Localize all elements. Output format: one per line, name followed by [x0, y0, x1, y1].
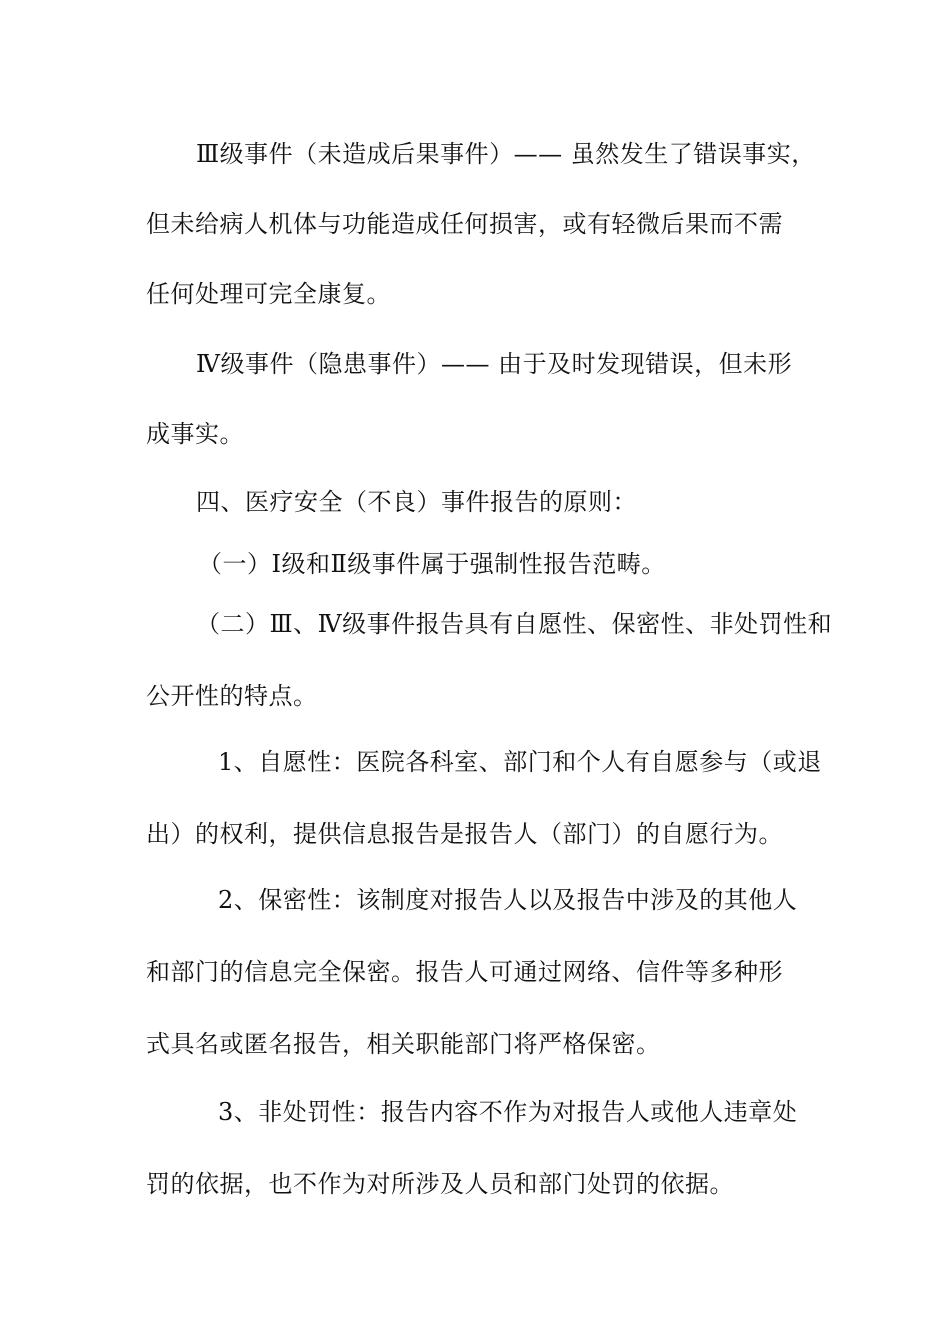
principle-item-1: （一）Ⅰ级和Ⅱ级事件属于强制性报告范畴。 — [198, 550, 666, 578]
confidential-line3: 式具名或匿名报告，相关职能部门将严格保密。 — [146, 1030, 661, 1058]
voluntary-line2: 出）的权利，提供信息报告是报告人（部门）的自愿行为。 — [146, 820, 783, 848]
paragraph-level3-line2: 但未给病人机体与功能造成任何损害，或有轻微后果而不需 — [146, 210, 783, 238]
confidential-line2: 和部门的信息完全保密。报告人可通过网络、信件等多种形 — [146, 958, 783, 986]
confidential-line1: 2、保密性：该制度对报告人以及报告中涉及的其他人 — [218, 886, 798, 914]
principle-item-2-line2: 公开性的特点。 — [146, 682, 318, 710]
paragraph-level3-line1: Ⅲ级事件（未造成后果事件）—— 虽然发生了错误事实， — [196, 140, 816, 168]
non-punitive-line1: 3、非处罚性：报告内容不作为对报告人或他人违章处 — [218, 1098, 798, 1126]
paragraph-level3-line3: 任何处理可完全康复。 — [146, 280, 391, 308]
paragraph-level4-line1: Ⅳ级事件（隐患事件）—— 由于及时发现错误，但未形 — [196, 350, 793, 378]
paragraph-level4-line2: 成事实。 — [146, 420, 244, 448]
non-punitive-line2: 罚的依据，也不作为对所涉及人员和部门处罚的依据。 — [146, 1170, 734, 1198]
section-heading-principles: 四、医疗安全（不良）事件报告的原则： — [196, 488, 637, 516]
voluntary-line1: 1、自愿性：医院各科室、部门和个人有自愿参与（或退 — [218, 748, 822, 776]
principle-item-2-line1: （二）Ⅲ、Ⅳ级事件报告具有自愿性、保密性、非处罚性和 — [196, 610, 833, 638]
